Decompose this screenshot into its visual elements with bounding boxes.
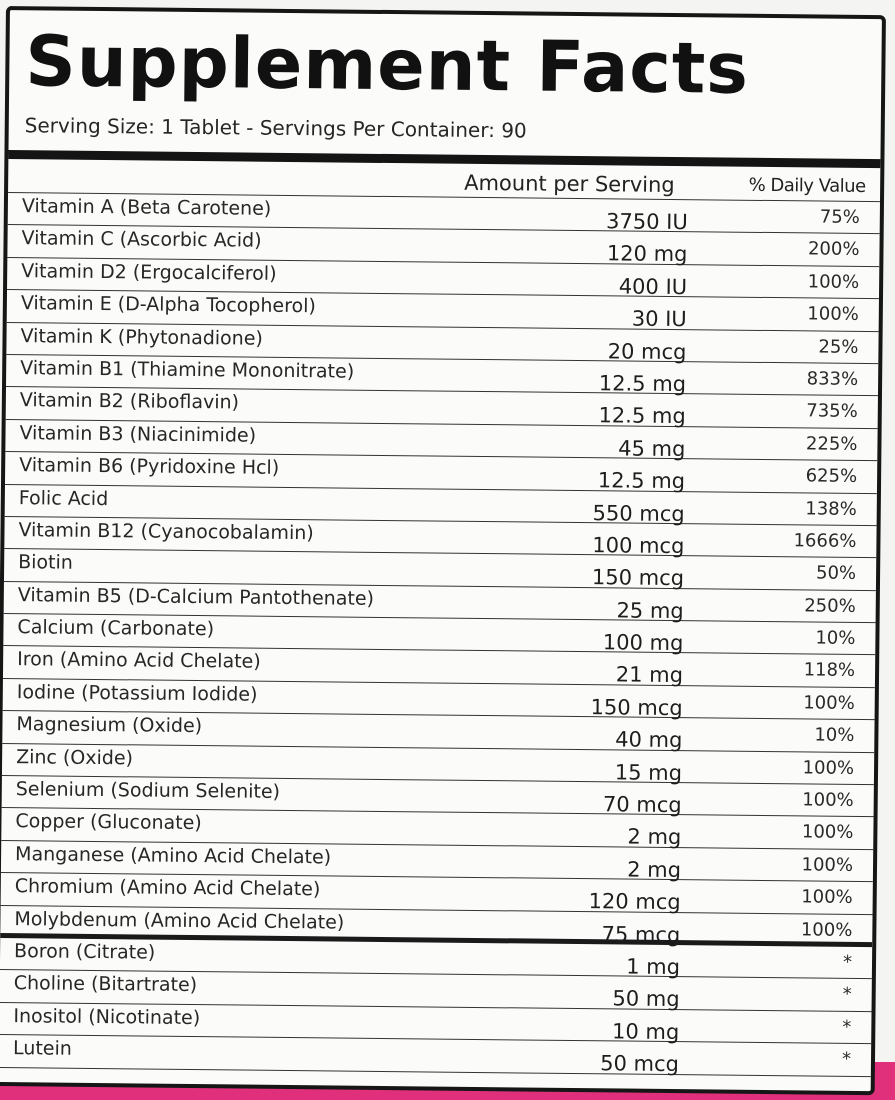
nutrient-daily-value: 118% (803, 659, 856, 682)
nutrient-daily-value: 100% (801, 886, 853, 909)
nutrient-amount: 100 mg (602, 630, 684, 656)
daily-value-column-header: % Daily Value (748, 174, 866, 198)
nutrient-amount: 45 mg (618, 436, 686, 461)
thick-divider (8, 150, 880, 168)
nutrient-daily-value: 100% (800, 918, 853, 941)
nutrient-daily-value: 10% (815, 627, 856, 650)
nutrient-daily-value: 138% (805, 497, 857, 520)
nutrient-table (0, 192, 880, 1077)
nutrient-name: Lutein (12, 1037, 72, 1060)
nutrient-name: Vitamin B1 (Thiamine Mononitrate) (20, 357, 355, 383)
nutrient-amount: 3750 IU (605, 209, 688, 235)
nutrient-name: Inositol (Nicotinate) (13, 1004, 201, 1029)
nutrient-amount: 150 mcg (591, 565, 685, 591)
nutrient-daily-value: 100% (807, 271, 860, 293)
nutrient-amount: 12.5 mg (597, 468, 686, 494)
nutrient-amount: 75 mcg (601, 921, 681, 947)
nutrient-name: Vitamin B3 (Niacinimide) (19, 421, 257, 447)
nutrient-daily-value: 100% (801, 854, 854, 876)
nutrient-name: Vitamin C (Ascorbic Acid) (21, 227, 262, 253)
nutrient-amount: 40 mg (615, 727, 683, 753)
nutrient-daily-value: 100% (801, 821, 854, 844)
nutrient-amount: 10 mg (611, 1019, 680, 1044)
nutrient-name: Vitamin K (Phytonadione) (20, 324, 263, 350)
nutrient-amount: 21 mg (615, 662, 684, 688)
nutrient-amount: 1 mg (626, 954, 681, 980)
nutrient-name: Calcium (Carbonate) (17, 616, 215, 641)
panel-title: Supplement Facts (24, 20, 750, 110)
nutrient-name: Manganese (Amino Acid Chelate) (15, 842, 332, 869)
nutrient-daily-value: 25% (818, 336, 859, 358)
nutrient-daily-value: 100% (803, 692, 855, 714)
nutrient-name: Iron (Amino Acid Chelate) (17, 648, 261, 674)
nutrient-amount: 150 mcg (590, 695, 683, 720)
amount-column-header: Amount per Serving (464, 170, 675, 198)
nutrient-name: Vitamin A (Beta Carotene) (21, 195, 272, 220)
nutrient-daily-value: 735% (806, 400, 858, 423)
nutrient-daily-value: 10% (814, 724, 855, 747)
nutrient-amount: 20 mcg (607, 338, 687, 364)
nutrient-amount: 50 mg (612, 986, 680, 1012)
nutrient-amount: 50 mcg (600, 1051, 680, 1077)
nutrient-amount: 12.5 mg (598, 403, 686, 429)
nutrient-daily-value: 50% (815, 562, 857, 585)
nutrient-name: Vitamin D2 (Ergocalciferol) (21, 259, 277, 285)
supplement-facts-panel (0, 6, 886, 1095)
nutrient-amount: 400 IU (618, 274, 688, 299)
nutrient-daily-value: 250% (804, 595, 856, 617)
nutrient-name: Zinc (Oxide) (16, 745, 134, 770)
nutrient-daily-value: * (842, 984, 852, 1006)
nutrient-name: Biotin (18, 551, 74, 575)
nutrient-name: Boron (Citrate) (13, 940, 156, 964)
nutrient-daily-value: 75% (819, 206, 860, 228)
nutrient-amount: 550 mcg (592, 500, 685, 526)
nutrient-daily-value: 625% (805, 465, 858, 488)
nutrient-name: Iodine (Potassium Iodide) (16, 681, 258, 706)
nutrient-name: Vitamin B2 (Riboflavin) (19, 389, 240, 414)
nutrient-daily-value: * (842, 951, 853, 973)
nutrient-name: Selenium (Sodium Selenite) (15, 778, 281, 803)
nutrient-name: Folic Acid (18, 486, 109, 510)
nutrient-amount: 2 mg (627, 824, 682, 850)
nutrient-amount: 25 mg (616, 598, 684, 623)
nutrient-amount: 120 mcg (588, 889, 681, 915)
nutrient-name: Vitamin B6 (Pyridoxine Hcl) (19, 454, 280, 480)
nutrient-amount: 15 mg (614, 760, 683, 785)
nutrient-amount: 100 mcg (592, 533, 685, 559)
nutrient-amount: 2 mg (627, 857, 682, 882)
nutrient-amount: 70 mcg (602, 792, 682, 818)
nutrient-name: Molybdenum (Amino Acid Chelate) (14, 907, 345, 934)
nutrient-daily-value: 225% (805, 433, 858, 455)
nutrient-daily-value: 100% (802, 789, 854, 811)
nutrient-amount: 120 mg (606, 241, 688, 267)
nutrient-name: Vitamin E (D-Alpha Tocopherol) (20, 292, 316, 318)
nutrient-daily-value: 100% (802, 757, 855, 779)
nutrient-name: Choline (Bitartrate) (13, 972, 198, 997)
nutrient-daily-value: 100% (807, 303, 859, 326)
nutrient-daily-value: * (841, 1048, 852, 1071)
nutrient-daily-value: 1666% (793, 530, 857, 552)
nutrient-name: Vitamin B12 (Cyanocobalamin) (18, 519, 314, 545)
nutrient-name: Magnesium (Oxide) (16, 713, 203, 738)
serving-info: Serving Size: 1 Tablet - Servings Per Container: 90 (24, 113, 527, 143)
nutrient-amount: 12.5 mg (598, 371, 687, 397)
nutrient-name: Chromium (Amino Acid Chelate) (14, 875, 321, 901)
nutrient-name: Copper (Gluconate) (15, 810, 202, 835)
nutrient-amount: 30 IU (631, 306, 687, 332)
nutrient-daily-value: 200% (807, 238, 860, 261)
nutrient-name: Vitamin B5 (D-Calcium Pantothenate) (17, 583, 375, 610)
nutrient-daily-value: * (842, 1016, 852, 1038)
nutrient-daily-value: 833% (806, 368, 859, 390)
